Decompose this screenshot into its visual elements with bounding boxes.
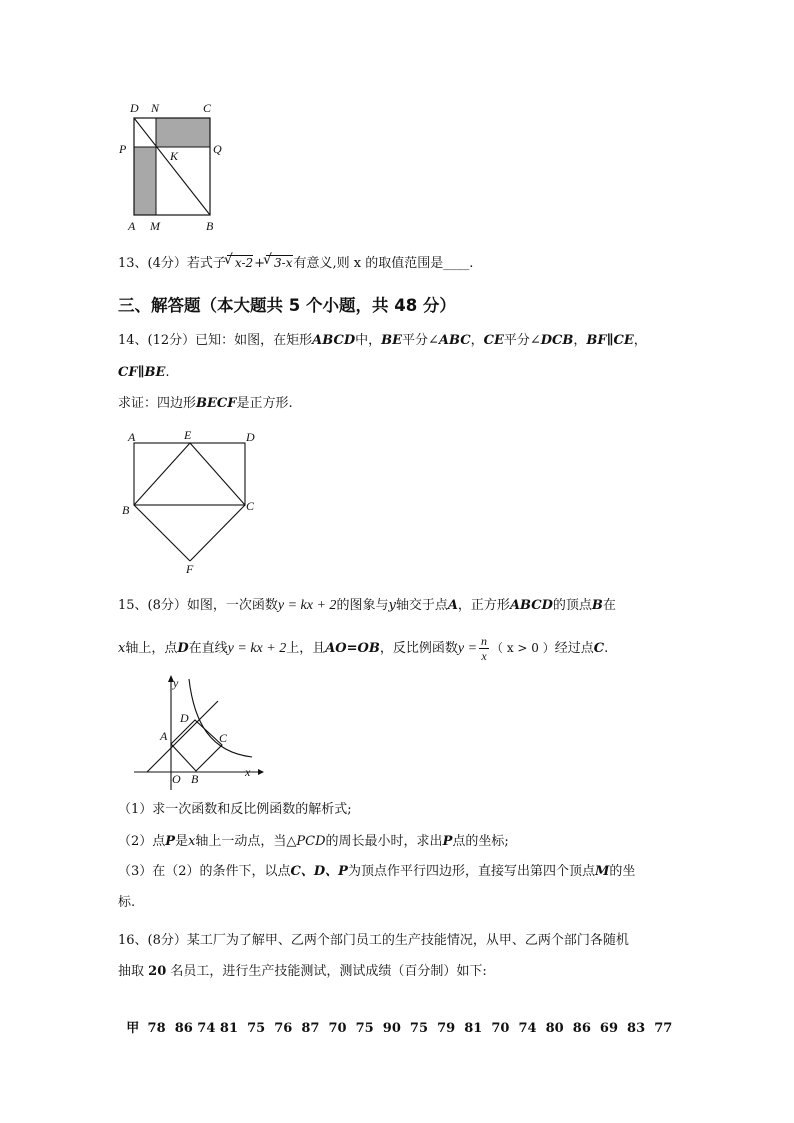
q15-condition: （ x > 0 ） (491, 641, 555, 655)
fraction-numerator: n (481, 634, 488, 648)
q14-becf: BECF (196, 396, 237, 411)
label-P: P (119, 142, 127, 156)
q13-plus: + (254, 256, 266, 271)
q15-text: 的周长最小时，求出 (325, 834, 443, 849)
q15-subquestion-3-line-2: 标. (118, 895, 136, 910)
q14-intro: 14、(12分）已知：如图，在矩形 (118, 333, 313, 348)
label-D: D (246, 430, 255, 444)
q13-radicand-2: 3-x (274, 256, 293, 270)
q14-text: 是正方形. (236, 396, 293, 411)
label-E: E (184, 428, 192, 442)
q15-text: 轴上，点 (125, 641, 178, 656)
q15-abcd: ABCD (509, 598, 553, 613)
q13-radicand-1: x-2 (234, 256, 254, 270)
q14-text: . (165, 365, 170, 380)
label-C: C (246, 499, 255, 513)
question-16-line-1: 16、(8分）某工厂为了解甲、乙两个部门员工的生产技能情况，从甲、乙两个部门各随机 (118, 933, 629, 948)
q15-text: 在直线 (188, 641, 228, 656)
label-y: y (173, 676, 179, 690)
q15-point-b: B (591, 598, 603, 613)
q13-end: . (469, 256, 474, 271)
q15-text: 轴交于点 (395, 598, 448, 613)
q16-scores: 78 86 74 81 75 76 87 70 75 90 75 79 81 70 74 80 86 69 83 77 (147, 1021, 673, 1036)
q15-points-cdp: C、D、P (290, 864, 348, 879)
q15-point-a: A (447, 598, 458, 613)
q13-answer-blank: ____ (443, 256, 470, 271)
label-K: K (170, 149, 179, 163)
q15-text: ，反比例函数 (379, 641, 458, 656)
q15-subquestion-3 (118, 863, 635, 881)
label-B: B (191, 772, 199, 786)
section-3-heading: 三、解答题（本大题共 5 个小题，共 48 分） (118, 296, 456, 315)
q13-suffix: 有意义,则 x 的取值范围是 (293, 256, 444, 271)
label-O: O (172, 772, 181, 786)
q14-text: 平分∠ (503, 333, 541, 348)
q15-ao-ob: AO=OB (325, 641, 380, 656)
question-16-line-2 (118, 963, 487, 981)
label-N: N (151, 101, 160, 115)
label-D: D (130, 101, 139, 115)
q14-abc: ABC (438, 333, 471, 348)
q15-inverse-y: y = (457, 641, 478, 656)
q15-subquestion-2 (118, 833, 509, 851)
q15-intro: 15、(8分）如图，一次函数 (118, 598, 278, 613)
label-C: C (203, 101, 212, 115)
q15-text: 经过点 (554, 641, 594, 656)
q15-point-m: M (594, 864, 610, 879)
label-x: x (245, 765, 251, 779)
q14-abcd: ABCD (312, 333, 356, 348)
q16-text: 名员工，进行生产技能测试，测试成绩（百分制）如下: (170, 964, 487, 979)
q15-point-c: C (593, 641, 605, 656)
q14-text: ， (470, 333, 484, 348)
q15-y: y (388, 598, 396, 613)
label-M: M (150, 219, 160, 233)
label-B: B (206, 219, 214, 233)
q15-text: 为顶点作平行四边形，直接写出第四个顶点 (347, 864, 595, 879)
label-C: C (219, 731, 228, 745)
q15-x: x (118, 641, 126, 656)
q14-text: ， (633, 333, 647, 348)
q14-text: ， (573, 333, 587, 348)
q14-cf-parallel-be: CF∥BE (118, 365, 166, 380)
q15-text: 点的坐标; (452, 834, 509, 849)
label-Q: Q (213, 142, 222, 156)
q15-text: ，正方形 (457, 598, 510, 613)
label-A: A (128, 430, 136, 444)
q14-be: BE (381, 333, 403, 348)
label-A: A (128, 219, 136, 233)
label-A: A (160, 729, 168, 743)
q15-text: 是 (175, 834, 189, 849)
q15-linear-equation: y = kx + 2 (277, 598, 337, 613)
q15-x: x (188, 834, 196, 849)
q15-linear-equation-2: y = kx + 2 (227, 641, 287, 656)
q15-triangle-pcd: PCD (296, 834, 326, 849)
q14-ce: CE (483, 333, 504, 348)
q15-point-d: D (177, 641, 189, 656)
q14-bf-parallel-ce: BF∥CE (586, 333, 634, 348)
q14-text: 平分∠ (402, 333, 439, 348)
q15-text: 轴上一动点，当△ (195, 834, 297, 849)
q14-dcb: DCB (540, 333, 574, 348)
q15-point-p: P (165, 834, 176, 849)
q15-text: . (604, 641, 609, 656)
label-B: B (122, 503, 130, 517)
x-axis-arrow (258, 769, 264, 775)
q16-text: 抽取 (118, 964, 145, 979)
q14-text: 中， (355, 333, 382, 348)
q16-sample-size: 20 (148, 964, 167, 979)
square-abcd (171, 720, 222, 771)
q15-text: 上，且 (286, 641, 326, 656)
q15-text: 的顶点 (552, 598, 592, 613)
q13-prefix: 13、(4分）若式子 (118, 256, 226, 271)
q14-prove: 求证：四边形 (118, 396, 197, 411)
q16-dept-label: 甲 (126, 1021, 140, 1036)
fraction-denominator: x (481, 649, 487, 663)
label-D: D (180, 711, 189, 725)
question-16-data-row (118, 1002, 672, 1038)
q15-subquestion-1: （1）求一次函数和反比例函数的解析式; (118, 802, 352, 817)
q15-text: 的坐 (609, 864, 636, 879)
q15-text: 在 (602, 598, 616, 613)
q15-text: （3）在（2）的条件下，以点 (118, 864, 291, 879)
q15-point-p: P (442, 834, 453, 849)
q15-text: 的图象与 (336, 598, 389, 613)
q15-text: （2）点 (118, 834, 166, 849)
label-F: F (186, 562, 194, 576)
